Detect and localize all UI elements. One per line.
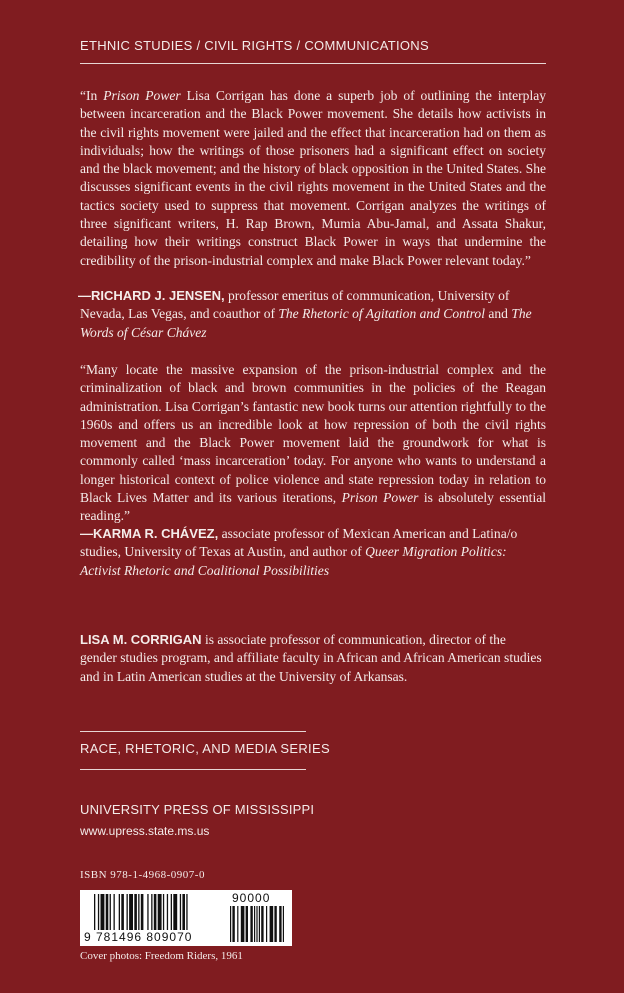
barcode-bar <box>94 894 95 930</box>
publisher-url: www.upress.state.ms.us <box>80 824 210 838</box>
barcode-bar <box>171 894 172 930</box>
barcode-bar <box>163 894 164 930</box>
barcode-addon-bar <box>237 906 238 942</box>
barcode-bar <box>106 894 109 930</box>
barcode-addon-bar <box>279 906 281 942</box>
top-rule <box>80 63 546 64</box>
isbn-label: ISBN 978-1-4968-0907-0 <box>80 869 205 881</box>
barcode-addon-bar <box>274 906 276 942</box>
barcode-bar <box>167 894 168 930</box>
barcode-bar <box>138 894 139 930</box>
barcode-bar <box>101 894 105 930</box>
reviewer-name: —RICHARD J. JENSEN, <box>78 288 225 303</box>
barcode-addon-bar <box>246 906 248 942</box>
barcode-addon-bar <box>261 906 263 942</box>
barcode-bar <box>119 894 120 930</box>
series-rule-bottom <box>80 769 306 770</box>
author-name: LISA M. CORRIGAN <box>80 632 202 647</box>
barcode-addon-bar <box>232 906 234 942</box>
barcode-bar <box>110 894 111 930</box>
category-label: ETHNIC STUDIES / CIVIL RIGHTS / COMMUNICATIONS <box>80 38 429 53</box>
barcode-bar <box>134 894 137 930</box>
series-rule-top <box>80 731 306 732</box>
barcode-bar <box>114 894 115 930</box>
barcode-bar <box>147 894 148 930</box>
barcode-bar <box>186 894 187 930</box>
reviewer-name: —KARMA R. CHÁVEZ, <box>80 526 219 541</box>
barcode-addon-bar <box>256 906 257 942</box>
barcode-bar <box>180 894 181 930</box>
cover-credit: Cover photos: Freedom Riders, 1961 <box>80 950 243 962</box>
barcode-addon-bar <box>283 906 284 942</box>
blurb-chavez: “Many locate the massive expansion of the prison-industrial complex and the criminalization of black and brown communities in the policies of the Reagan administration. Lisa Corrigan’s fantastic new book turns our attention rightfully to the 1960s and offers us an incredible look at how repression of both the civil rights movement and the Black Power movement laid the groundwork for what is commonly called ‘mass incarceration’ today. For anyone who wants to understand a longer historical context of police violence and state repression today in relation to Black Lives Matter and its various iterations, Prison Power is absolutely essential reading.” <box>80 362 546 524</box>
author-bio: LISA M. CORRIGAN is associate professor of communication, director of the gender studies program, and affiliate faculty in African and African American studies and in Latin American studies at the University of Arkansas. <box>80 632 542 684</box>
publisher-name: UNIVERSITY PRESS OF MISSISSIPPI <box>80 802 315 817</box>
barcode-bar <box>129 894 133 930</box>
blurb-jensen: “In Prison Power Lisa Corrigan has done a superb job of outlining the interplay between incarceration and the Black Power movement. She details how activists in the civil rights movement were jailed and the effect that incarceration had on them as individuals; how the writings of those prisoners had a significant effect on society and the black movement; and the history of black opposition in the United States. She discusses significant events in the civil rights movement in the United States and the tactics society used to suppress that movement. Corrigan analyzes the writings of three significant writers, H. Rap Brown, Mumia Abu-Jamal, and Assata Shakur, detailing how their writings construct Black Power in ways that undermine the credibility of the prison-industrial complex and make Black Power relevant today.” <box>80 88 547 268</box>
barcode-addon-digits: 90000 <box>232 891 271 905</box>
barcode-bar <box>158 894 162 930</box>
barcode-bar <box>151 894 152 930</box>
barcode-addon-bar <box>254 906 255 942</box>
barcode-addon-bar <box>230 906 231 942</box>
barcode-addon-bar <box>241 906 245 942</box>
barcode-addon-bar <box>270 906 274 942</box>
barcode-addon-bar <box>266 906 267 942</box>
barcode-addon-bar <box>259 906 260 942</box>
barcode-bar <box>182 894 185 930</box>
barcode-addon-bar <box>250 906 252 942</box>
attribution-jensen: —RICHARD J. JENSEN, professor emeritus of communication, University of Nevada, Las Vegas, and coauthor of The Rhetoric of Agitation and Control and The Words of César Chávez <box>78 288 532 340</box>
barcode <box>80 890 292 946</box>
barcode-ean-digits: 9 781496 809070 <box>84 930 193 944</box>
barcode-bar <box>98 894 99 930</box>
barcode-bar <box>127 894 128 930</box>
series-label: RACE, RHETORIC, AND MEDIA SERIES <box>80 741 330 756</box>
book-title: Prison Power <box>341 490 419 506</box>
book-title: Prison Power <box>103 88 181 103</box>
barcode-bar <box>154 894 157 930</box>
attribution-chavez: —KARMA R. CHÁVEZ, associate professor of Mexican American and Latina/o studies, University of Texas at Austin, and author of Queer Migration Politics: Activist Rhetoric and Coalitional Possibilities <box>80 526 518 578</box>
barcode-bar <box>173 894 177 930</box>
barcode-bar <box>121 894 124 930</box>
barcode-bar <box>141 894 144 930</box>
